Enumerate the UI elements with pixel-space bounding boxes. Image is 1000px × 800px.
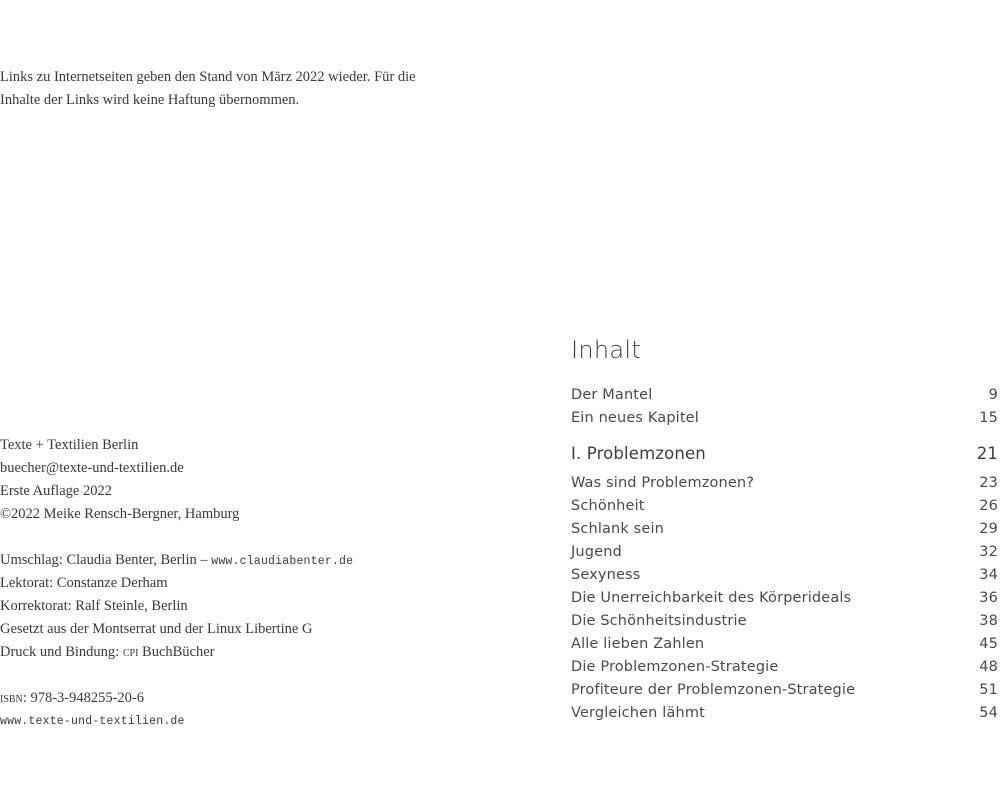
toc-entry-title: Jugend	[571, 543, 622, 560]
toc-entry-title: Schlank sein	[571, 520, 664, 537]
printing-name: BuchBücher	[142, 644, 215, 660]
toc-entry-title: Was sind Problemzonen?	[571, 474, 755, 491]
publisher-name: Texte + Textilien Berlin	[0, 437, 139, 453]
toc-part-heading	[571, 438, 1000, 468]
toc-entry-title: Alle lieben Zahlen	[571, 635, 705, 652]
toc-entry	[571, 609, 1000, 632]
toc-entry	[571, 655, 1000, 678]
toc-entry-title: Die Unerreichbarkeit des Körperideals	[571, 589, 852, 606]
toc-entry-title: Die Problemzonen-Strategie	[571, 658, 779, 675]
toc-entry	[571, 632, 1000, 655]
isbn-label: isbn:	[0, 690, 27, 706]
toc-entry-title: Die Schönheitsindustrie	[571, 612, 747, 629]
copyright-notice: ©2022 Meike Rensch-Bergner, Hamburg	[0, 506, 240, 522]
spacer	[0, 664, 470, 687]
toc-entry-page: 48	[979, 658, 998, 675]
toc-entry	[571, 383, 1000, 406]
toc-entry-page: 38	[979, 612, 998, 629]
toc-part-title: I. Problemzonen	[571, 443, 706, 463]
toc-entry	[571, 471, 1000, 494]
cover-credit	[0, 549, 470, 572]
toc-entry-page: 29	[979, 520, 998, 537]
spacer	[0, 526, 470, 549]
toc-entry-title: Schönheit	[571, 497, 645, 514]
toc-entry-page: 51	[979, 681, 998, 698]
toc-entry	[571, 517, 1000, 540]
typeset-credit: Gesetzt aus der Montserrat und der Linux Libertine G	[0, 621, 313, 637]
toc-entry	[571, 563, 1000, 586]
toc-entry-page: 32	[979, 543, 998, 560]
proofreading-credit: Korrektorat: Ralf Steinle, Berlin	[0, 598, 188, 614]
toc-entry-page: 54	[979, 704, 998, 721]
isbn	[0, 687, 470, 710]
toc-entry	[571, 406, 1000, 429]
toc-part-page: 21	[976, 443, 998, 463]
toc-title: Inhalt	[571, 336, 642, 364]
isbn-value: 978-3-948255-20-6	[30, 690, 145, 706]
toc-entry-page: 34	[979, 566, 998, 583]
editing-credit: Lektorat: Constanze Derham	[0, 575, 168, 591]
disclaimer-line-2: Inhalte der Links wird keine Haftung übernommen.	[0, 92, 300, 108]
toc-entry-page: 23	[979, 474, 998, 491]
toc-entry-title: Vergleichen lähmt	[571, 704, 705, 721]
printing-acronym: cpi	[122, 644, 139, 660]
toc-entry	[571, 586, 1000, 609]
toc-entry	[571, 494, 1000, 517]
publisher-website: www.texte-und-textilien.de	[0, 715, 185, 728]
toc-entry-page: 26	[979, 497, 998, 514]
publisher-email: buecher@texte-und-textilien.de	[0, 460, 184, 476]
table-of-contents	[571, 330, 1000, 724]
toc-entry-page: 15	[979, 409, 998, 426]
cover-credit-url: www.claudiabenter.de	[211, 555, 354, 568]
toc-entry-title: Profiteure der Problemzonen-Strategie	[571, 681, 856, 698]
printing-credit	[0, 641, 470, 664]
cover-credit-label: Umschlag: Claudia Benter, Berlin –	[0, 552, 208, 568]
imprint-block	[0, 434, 470, 733]
printing-label: Druck und Bindung:	[0, 644, 120, 660]
toc-entry-page: 9	[988, 386, 998, 403]
toc-entry-title: Der Mantel	[571, 386, 653, 403]
toc-entry-title: Ein neues Kapitel	[571, 409, 699, 426]
toc-entry	[571, 540, 1000, 563]
toc-entry-page: 36	[979, 589, 998, 606]
toc-entry	[571, 701, 1000, 724]
toc-entry-title: Sexyness	[571, 566, 641, 583]
edition: Erste Auflage 2022	[0, 483, 112, 499]
toc-entry-page: 45	[979, 635, 998, 652]
disclaimer-line-1: Links zu Internetseiten geben den Stand von März 2022 wieder. Für die	[0, 69, 416, 85]
links-disclaimer	[0, 66, 460, 112]
toc-entry	[571, 678, 1000, 701]
